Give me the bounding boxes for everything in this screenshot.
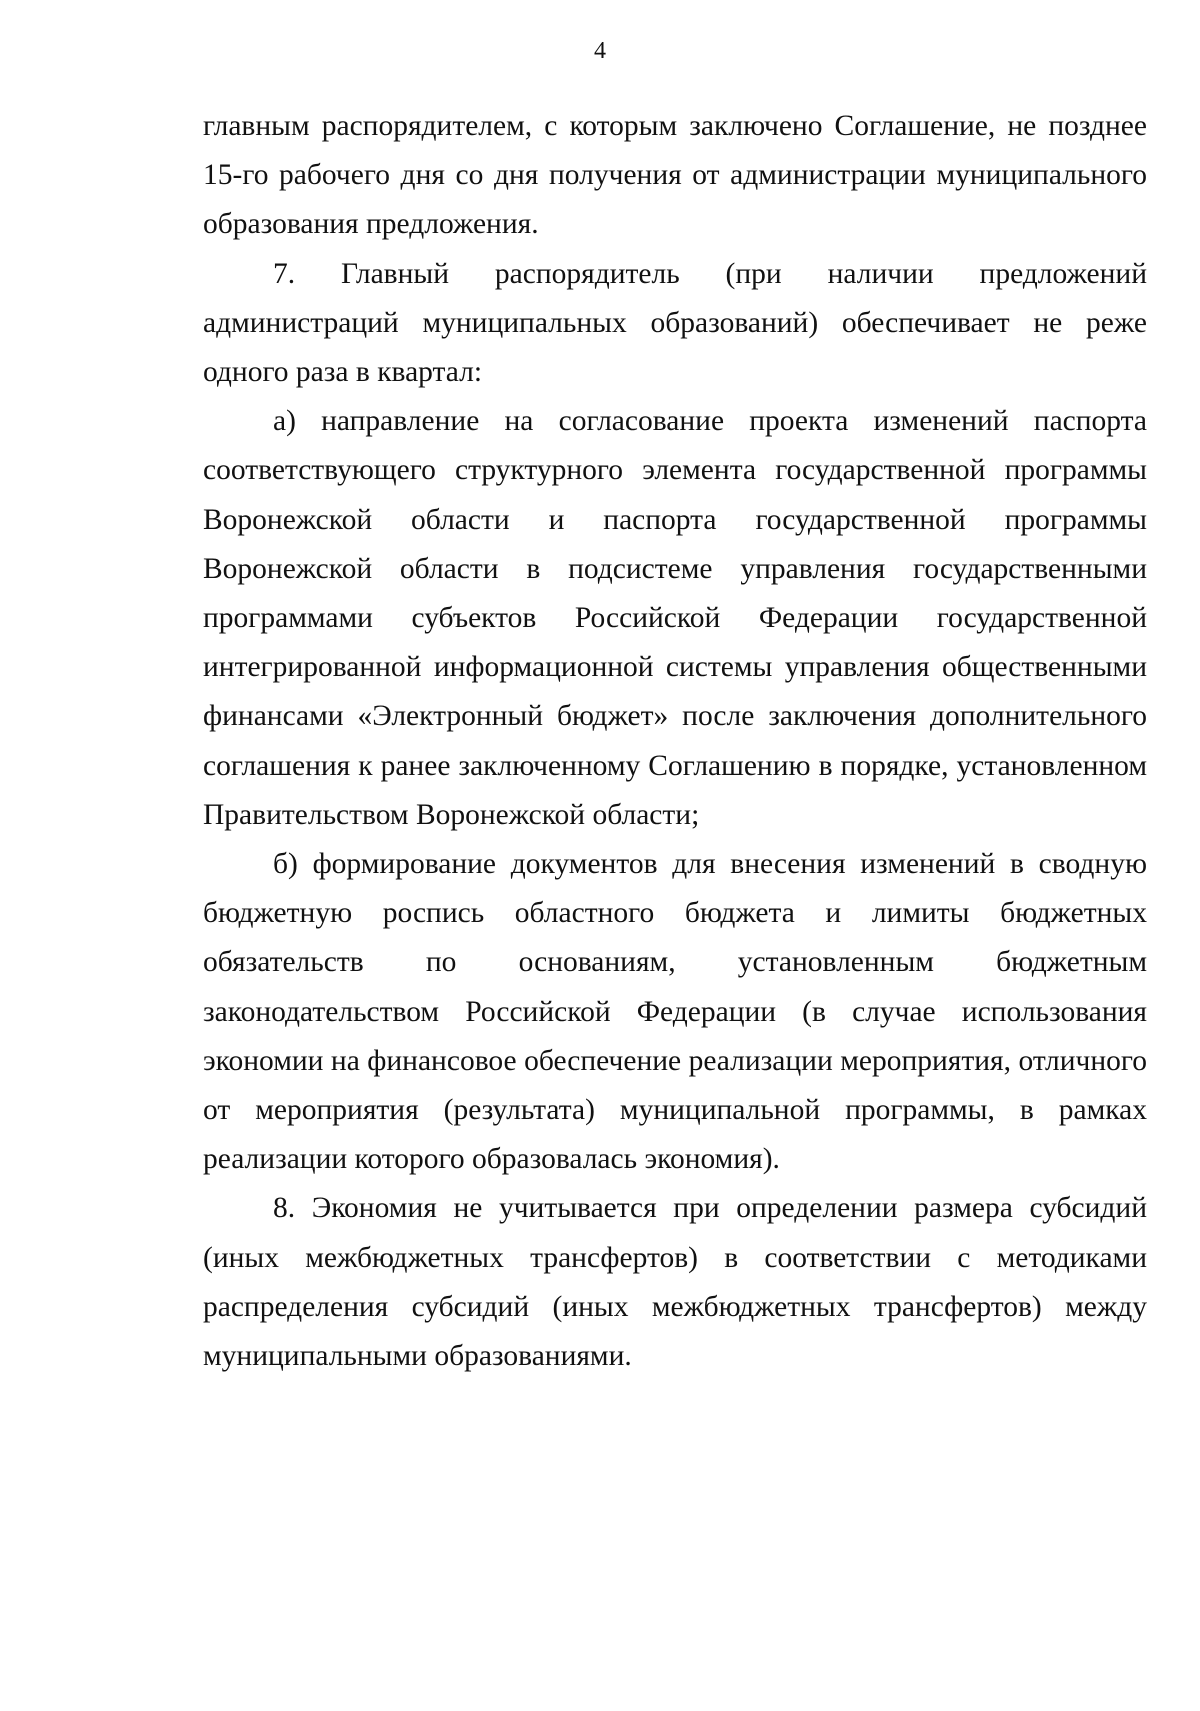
page-number: 4 (594, 38, 606, 64)
paragraph-item-7: 7. Главный распорядитель (при наличии предложений администраций муниципальных образований) обеспечивает не реже одного раза в квартал: (203, 257, 1147, 389)
paragraph-continuation: главным распорядителем, с которым заключено Соглашение, не позднее 15-го рабочего дня со дня получения от администрации муниципального образования предложения. (203, 110, 1147, 241)
paragraph-item-8: 8. Экономия не учитывается при определении размера субсидий (иных межбюджетных трансфертов) в соответствии с методиками распределения субсидий (иных межбюджетных трансфертов) между муниципальными образованиями. (203, 1192, 1147, 1373)
document-body (203, 102, 1147, 1381)
paragraph-subitem-a: а) направление на согласование проекта изменений паспорта соответствующего структурного элемента государственной программы Воронежской области и паспорта государственной программы Воронежской области в подсистеме управления государственными программами субъектов Российской Федерации государственной интегрированной информационной системы управления общественными финансами «Электронный бюджет» после заключения дополнительного соглашения к ранее заключенному Соглашению в порядке, установленном Правительством Воронежской области; (203, 405, 1147, 831)
paragraph-subitem-b: б) формирование документов для внесения изменений в сводную бюджетную роспись областного бюджета и лимиты бюджетных обязательств по основаниям, установленным бюджетным законодательством Российской Федерации (в случае использования экономии на финансовое обеспечение реализации мероприятия, отличного от мероприятия (результата) муниципальной программы, в рамках реализации которого образовалась экономия). (203, 848, 1147, 1176)
